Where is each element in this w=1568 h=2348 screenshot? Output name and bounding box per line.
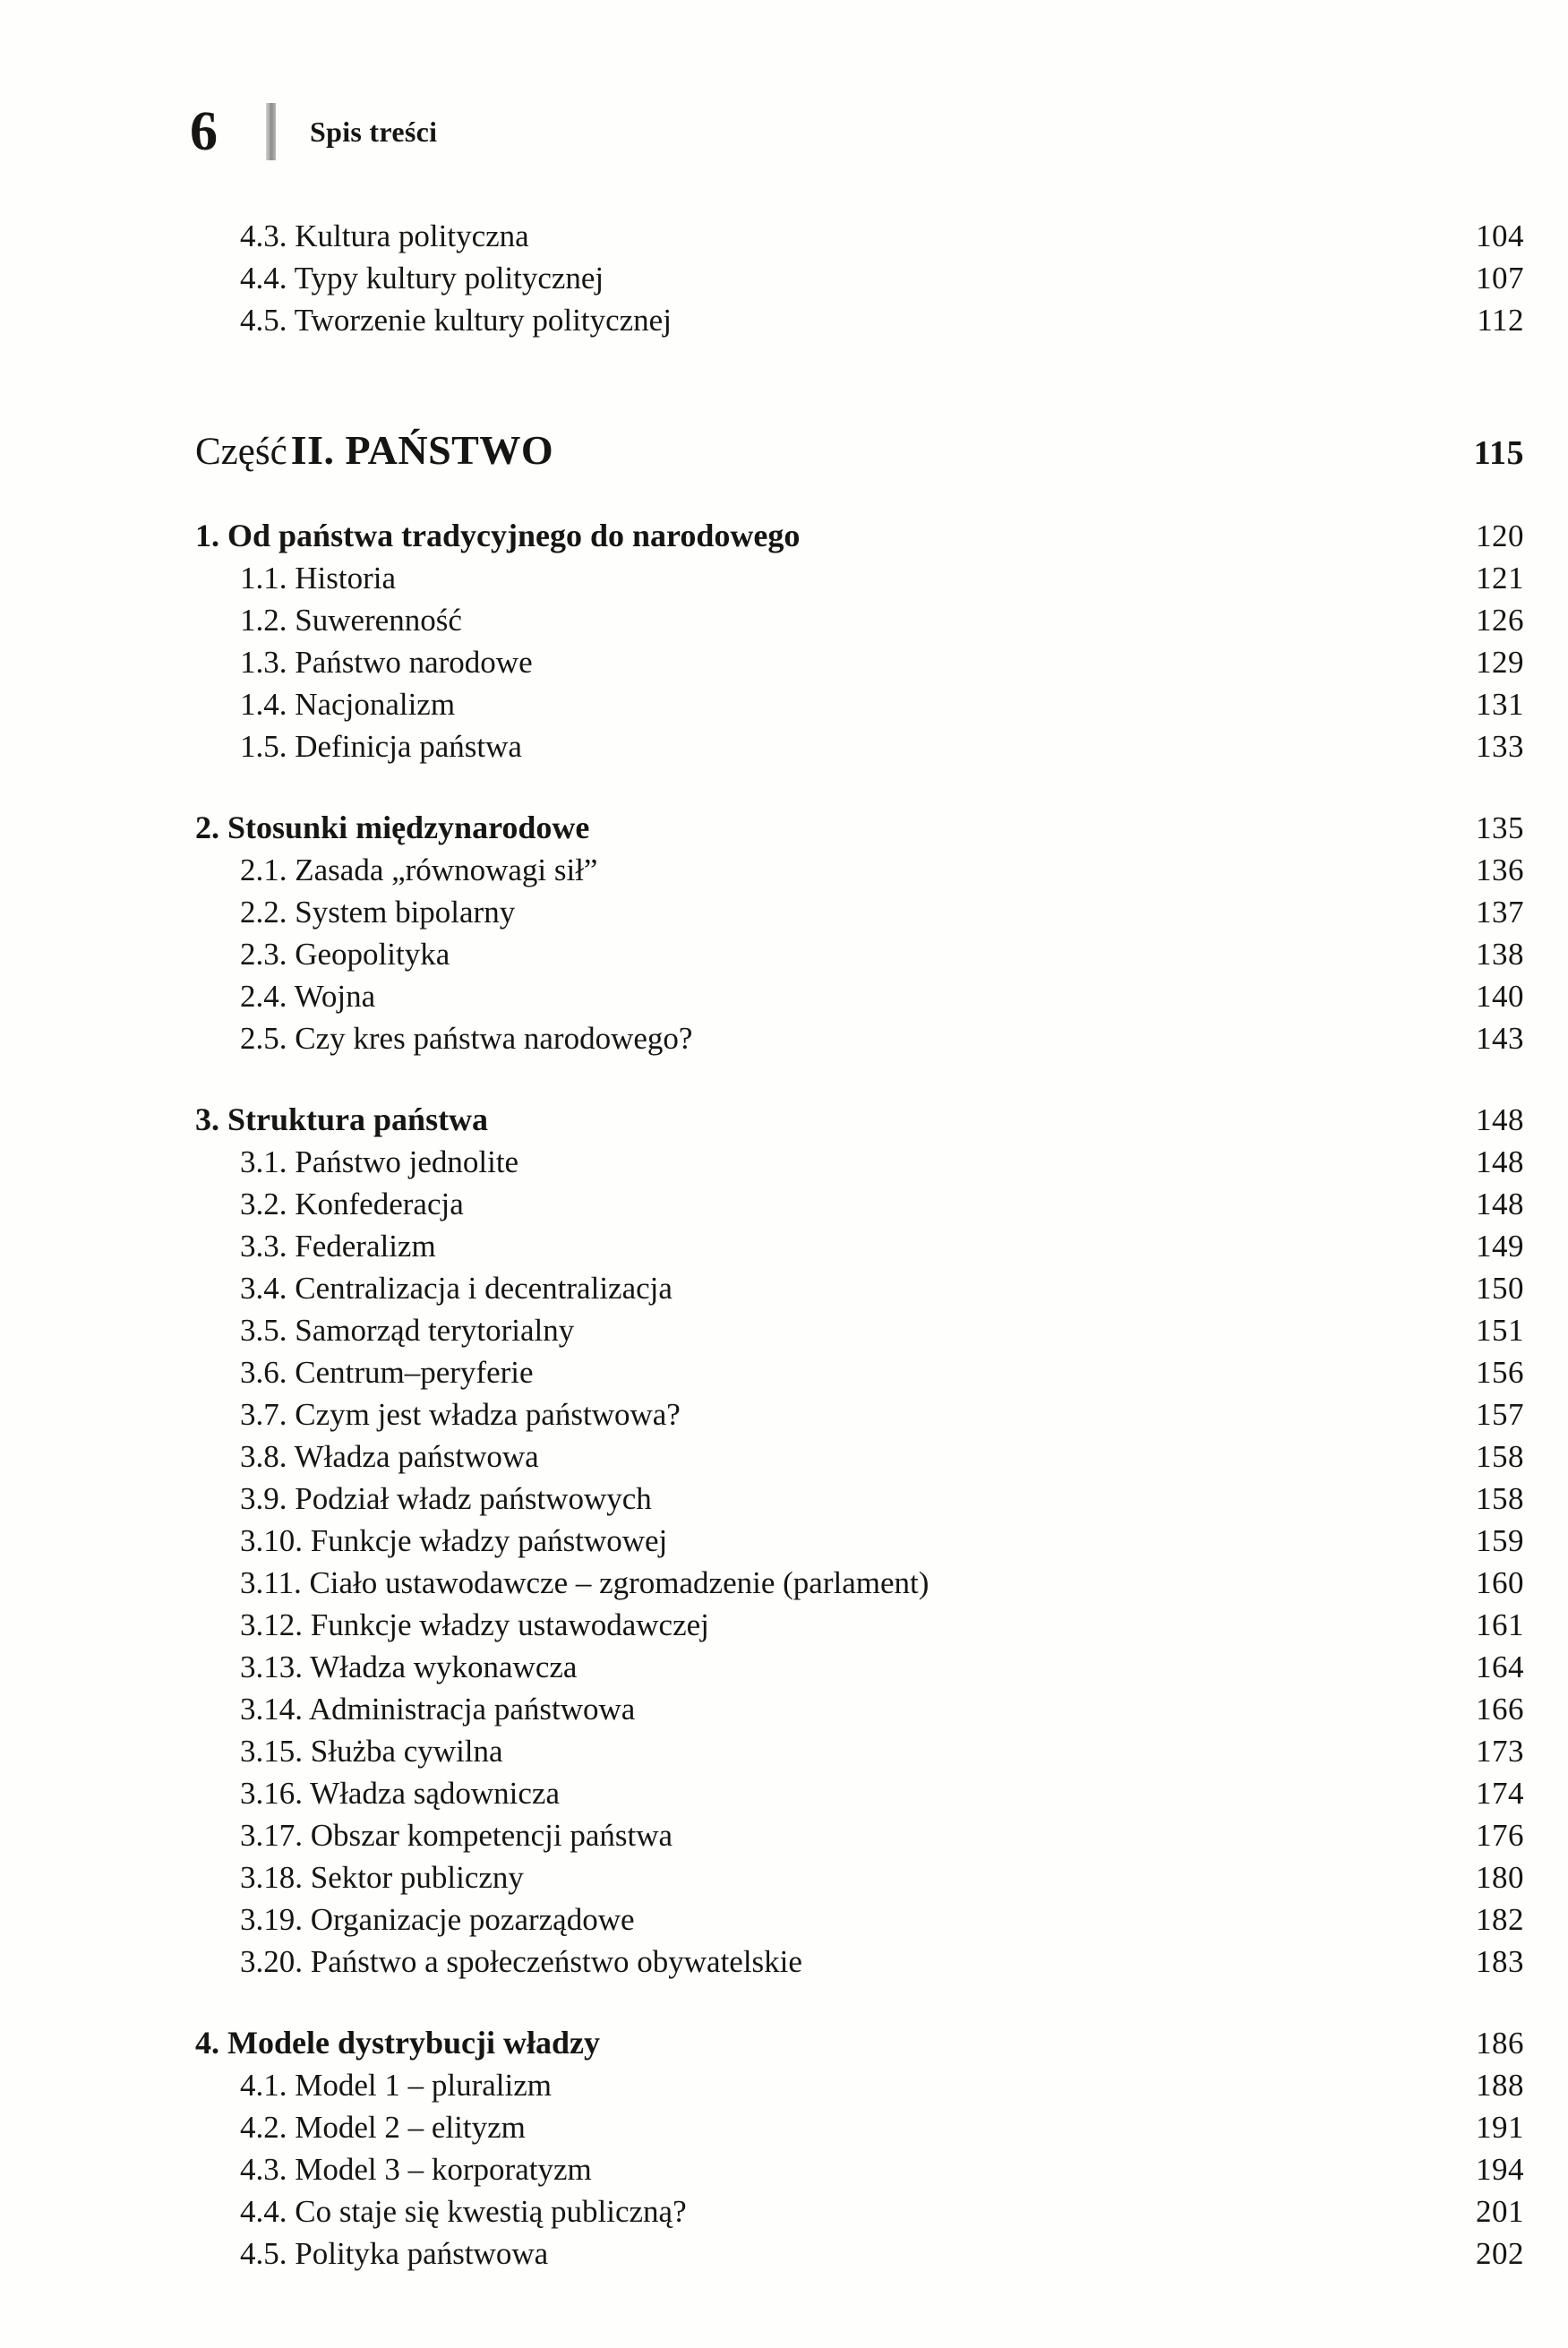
toc-entry-page-number: 202 (1476, 2235, 1524, 2271)
toc-entry-label: 4. Modele dystrybucji władzy (195, 2024, 600, 2061)
toc-entry-label: 4.1. Model 1 – pluralizm (240, 2067, 553, 2103)
toc-entry-page-number: 131 (1476, 686, 1524, 722)
toc-entry (195, 1351, 1524, 1393)
toc-entry-page-number: 176 (1476, 1817, 1524, 1853)
toc-entry-label: 4.3. Kultura polityczna (240, 219, 529, 253)
toc-entry (195, 1478, 1524, 1520)
toc-entry-page-number: 140 (1476, 978, 1524, 1014)
toc-entry (195, 1898, 1524, 1941)
toc-entry-page-number: 157 (1476, 1396, 1524, 1432)
toc-entry-label: 3.2. Konfederacja (240, 1186, 464, 1221)
toc-entry-label: 3.8. Władza państwowa (240, 1438, 539, 1474)
toc-entry-label: 3.17. Obszar kompetencji państwa (240, 1817, 673, 1853)
toc-entry (195, 725, 1524, 767)
toc-entry-page-number: 129 (1476, 644, 1524, 680)
toc-entry (195, 1225, 1524, 1267)
toc-entry (195, 933, 1524, 975)
toc-entry-page-number: 183 (1476, 1943, 1524, 1979)
toc-entry (195, 299, 1524, 341)
header-rule (266, 103, 276, 160)
toc-entry-label: 2.1. Zasada „równowagi sił” (240, 852, 598, 887)
toc-entry-page-number: 136 (1476, 852, 1524, 887)
toc-section-heading (195, 2022, 1524, 2064)
toc-entry (195, 599, 1524, 641)
toc-entry-label: 3.5. Samorząd terytorialny (240, 1312, 575, 1348)
toc-entry-page-number: 159 (1476, 1522, 1524, 1558)
toc-entry (195, 557, 1524, 599)
table-of-contents (195, 215, 1524, 2275)
toc-entry (195, 1435, 1524, 1478)
toc-entry-page-number: 120 (1476, 518, 1524, 553)
toc-entry-page-number: 186 (1476, 2025, 1524, 2061)
toc-entry (195, 1814, 1524, 1856)
toc-entry-label: 2. Stosunki międzynarodowe (195, 809, 590, 845)
toc-entry-label: 3.11. Ciało ustawodawcze – zgromadzenie (parlament) (240, 1564, 930, 1600)
toc-section-heading (195, 807, 1524, 849)
toc-entry-page-number: 160 (1476, 1564, 1524, 1600)
toc-entry (195, 2148, 1524, 2190)
toc-entry (195, 1017, 1524, 1059)
toc-entry-page-number: 135 (1476, 810, 1524, 845)
toc-entry-page-number: 107 (1476, 261, 1524, 296)
toc-entry-page-number: 182 (1476, 1901, 1524, 1937)
toc-entry (195, 1941, 1524, 1983)
toc-entry-page-number: 150 (1476, 1270, 1524, 1306)
toc-entry (195, 215, 1524, 257)
running-title: Spis treści (310, 115, 438, 148)
toc-entry-label: 3.1. Państwo jednolite (240, 1144, 519, 1179)
toc-entry-label: 2.5. Czy kres państwa narodowego? (240, 1020, 693, 1056)
toc-entry-label: 3.3. Federalizm (240, 1228, 436, 1264)
toc-sections (195, 515, 1524, 2275)
toc-section (195, 515, 1524, 767)
toc-entry-label: 4.4. Co staje się kwestią publiczną? (240, 2193, 687, 2229)
toc-intro-items (195, 215, 1524, 341)
part-prefix: Część (195, 431, 287, 473)
toc-entry (195, 1688, 1524, 1730)
toc-entry-label: 4.5. Tworzenie kultury politycznej (240, 303, 672, 338)
folio-page-number: 6 (190, 101, 218, 162)
toc-entry (195, 2106, 1524, 2148)
toc-entry-label: 4.5. Polityka państwowa (240, 2235, 549, 2271)
part-label (195, 425, 553, 476)
toc-entry-page-number: 149 (1476, 1228, 1524, 1264)
toc-entry-page-number: 194 (1476, 2151, 1524, 2187)
toc-entry-label: 3.16. Władza sądownicza (240, 1775, 560, 1811)
toc-entry-page-number: 148 (1476, 1101, 1524, 1137)
toc-entry-page-number: 121 (1476, 560, 1524, 596)
toc-entry-label: 3.9. Podział władz państwowych (240, 1480, 652, 1516)
toc-entry-label: 3.10. Funkcje władzy państwowej (240, 1522, 668, 1558)
toc-entry (195, 2190, 1524, 2232)
toc-entry-label: 3.15. Służba cywilna (240, 1733, 503, 1769)
toc-entry-label: 4.3. Model 3 – korporatyzm (240, 2151, 592, 2187)
toc-section-heading (195, 515, 1524, 557)
toc-entry-page-number: 161 (1476, 1607, 1524, 1642)
toc-entry (195, 641, 1524, 683)
page-header (190, 97, 1568, 167)
toc-entry-label: 1.4. Nacjonalizm (240, 686, 456, 722)
toc-entry-page-number: 143 (1476, 1020, 1524, 1056)
toc-entry (195, 1646, 1524, 1688)
toc-entry (195, 2232, 1524, 2275)
toc-entry-page-number: 174 (1476, 1775, 1524, 1811)
toc-section (195, 1099, 1524, 1983)
toc-entry-page-number: 138 (1476, 936, 1524, 972)
toc-section (195, 2022, 1524, 2275)
toc-entry (195, 1183, 1524, 1225)
toc-entry-page-number: 148 (1476, 1144, 1524, 1179)
toc-entry-page-number: 112 (1477, 303, 1524, 338)
toc-entry-label: 3.14. Administracja państwowa (240, 1691, 636, 1727)
toc-entry (195, 1730, 1524, 1772)
toc-entry-page-number: 158 (1476, 1438, 1524, 1474)
toc-entry-label: 1.1. Historia (240, 560, 397, 596)
toc-entry-page-number: 133 (1476, 728, 1524, 764)
toc-entry-page-number: 173 (1476, 1733, 1524, 1769)
part-page-number: 115 (1473, 434, 1524, 472)
toc-entry-page-number: 158 (1476, 1480, 1524, 1516)
toc-entry (195, 1141, 1524, 1183)
toc-entry (195, 1856, 1524, 1898)
toc-entry-page-number: 180 (1476, 1859, 1524, 1895)
toc-entry-page-number: 151 (1476, 1312, 1524, 1348)
toc-entry-page-number: 156 (1476, 1354, 1524, 1390)
toc-entry-page-number: 137 (1476, 894, 1524, 930)
toc-entry-label: 3.18. Sektor publiczny (240, 1859, 524, 1895)
toc-entry (195, 975, 1524, 1017)
toc-entry-page-number: 166 (1476, 1691, 1524, 1727)
toc-entry-page-number: 188 (1476, 2067, 1524, 2103)
toc-entry-label: 1.2. Suwerenność (240, 602, 462, 638)
toc-entry (195, 1562, 1524, 1604)
toc-entry (195, 257, 1524, 299)
toc-entry (195, 849, 1524, 891)
toc-entry-page-number: 126 (1476, 602, 1524, 638)
toc-entry-page-number: 164 (1476, 1649, 1524, 1684)
toc-entry-label: 1.3. Państwo narodowe (240, 644, 533, 680)
toc-entry-label: 2.2. System bipolarny (240, 894, 516, 930)
toc-entry-label: 3.6. Centrum–peryferie (240, 1354, 534, 1390)
toc-entry-label: 1.5. Definicja państwa (240, 728, 522, 764)
toc-entry-page-number: 148 (1476, 1186, 1524, 1221)
toc-section-heading (195, 1099, 1524, 1141)
toc-entry-label: 3.4. Centralizacja i decentralizacja (240, 1270, 673, 1306)
toc-entry-label: 2.4. Wojna (240, 978, 376, 1014)
toc-entry (195, 1309, 1524, 1351)
toc-entry-label: 3.20. Państwo a społeczeństwo obywatelskie (240, 1943, 802, 1979)
toc-entry-label: 3. Struktura państwa (195, 1101, 489, 1137)
toc-section (195, 807, 1524, 1059)
toc-entry-label: 3.13. Władza wykonawcza (240, 1649, 578, 1684)
part-title: II. PAŃSTWO (290, 427, 554, 473)
toc-entry-label: 3.19. Organizacje pozarządowe (240, 1901, 635, 1937)
toc-entry-label: 4.4. Typy kultury politycznej (240, 261, 604, 296)
toc-entry-label: 3.12. Funkcje władzy ustawodawczej (240, 1607, 709, 1642)
toc-entry (195, 683, 1524, 725)
toc-entry-page-number: 201 (1476, 2193, 1524, 2229)
toc-entry-label: 3.7. Czym jest władza państwowa? (240, 1396, 681, 1432)
toc-entry (195, 891, 1524, 933)
toc-entry (195, 1393, 1524, 1435)
toc-entry (195, 2064, 1524, 2106)
toc-entry-label: 2.3. Geopolityka (240, 936, 450, 972)
toc-entry (195, 1604, 1524, 1646)
toc-entry-page-number: 191 (1476, 2109, 1524, 2145)
part-heading (195, 425, 1524, 476)
toc-entry (195, 1772, 1524, 1814)
toc-entry-label: 1. Od państwa tradycyjnego do narodowego (195, 517, 801, 553)
toc-entry (195, 1267, 1524, 1309)
toc-entry-label: 4.2. Model 2 – elityzm (240, 2109, 526, 2145)
toc-entry (195, 1520, 1524, 1562)
toc-entry-page-number: 104 (1476, 219, 1524, 253)
